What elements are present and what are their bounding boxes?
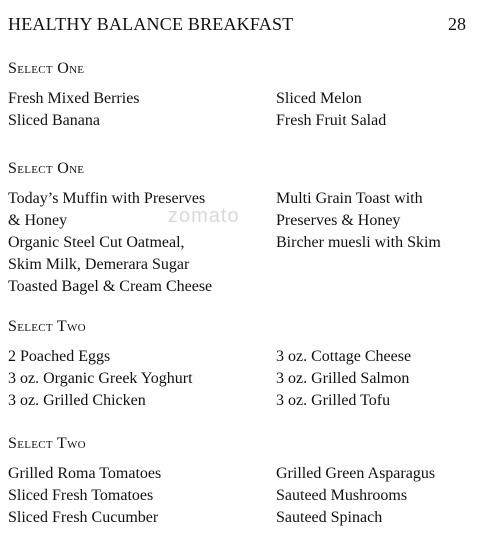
menu-item: Sliced Fresh Cucumber	[8, 509, 159, 526]
menu-item: Preserves & Honey	[276, 212, 401, 229]
menu-section-proteins	[8, 318, 478, 412]
menu-section-fruit	[8, 60, 478, 132]
menu-item: Sliced Fresh Tomatoes	[8, 487, 154, 504]
section-heading: Select One	[8, 60, 85, 77]
menu-item: Sauteed Spinach	[276, 509, 383, 526]
menu-item: 3 oz. Grilled Tofu	[276, 392, 391, 409]
page-number: 28	[448, 14, 466, 34]
menu-item: Multi Grain Toast with	[276, 190, 423, 207]
menu-item: 3 oz. Cottage Cheese	[276, 348, 412, 365]
menu-item: Grilled Roma Tomatoes	[8, 465, 162, 482]
menu-item: Today’s Muffin with Preserves	[8, 190, 206, 207]
left-column	[8, 346, 276, 412]
menu-item: Organic Steel Cut Oatmeal,	[8, 234, 185, 251]
menu-item: Toasted Bagel & Cream Cheese	[8, 278, 213, 295]
menu-item: Grilled Green Asparagus	[276, 465, 436, 482]
section-columns	[8, 88, 478, 132]
section-columns	[8, 346, 478, 412]
watermark-logo: zomato	[168, 205, 240, 227]
menu-section-vegetables	[8, 435, 478, 529]
menu-item: Sauteed Mushrooms	[276, 487, 408, 504]
menu-item: 3 oz. Grilled Chicken	[8, 392, 146, 409]
section-heading: Select One	[8, 160, 85, 177]
menu-item: Bircher muesli with Skim	[276, 234, 441, 251]
right-column	[276, 346, 478, 412]
left-column	[8, 463, 276, 529]
menu-item: Fresh Mixed Berries	[8, 90, 140, 107]
menu-item: 3 oz. Organic Greek Yoghurt	[8, 370, 193, 387]
menu-item: Fresh Fruit Salad	[276, 112, 387, 129]
menu-item: Skim Milk, Demerara Sugar	[8, 256, 190, 273]
menu-item: & Honey	[8, 212, 68, 229]
menu-item: 2 Poached Eggs	[8, 348, 111, 365]
section-heading: Select Two	[8, 435, 86, 452]
section-columns	[8, 463, 478, 529]
right-column	[276, 463, 478, 529]
right-column	[276, 88, 478, 132]
menu-section-grains	[8, 160, 478, 298]
menu-item: Sliced Melon	[276, 90, 362, 107]
menu-header	[8, 14, 466, 38]
menu-item: Sliced Banana	[8, 112, 100, 129]
section-columns	[8, 188, 478, 298]
left-column	[8, 188, 276, 298]
menu-item: 3 oz. Grilled Salmon	[276, 370, 410, 387]
menu-title: HEALTHY BALANCE BREAKFAST	[8, 14, 294, 34]
left-column	[8, 88, 276, 132]
right-column	[276, 188, 478, 298]
section-heading: Select Two	[8, 318, 86, 335]
